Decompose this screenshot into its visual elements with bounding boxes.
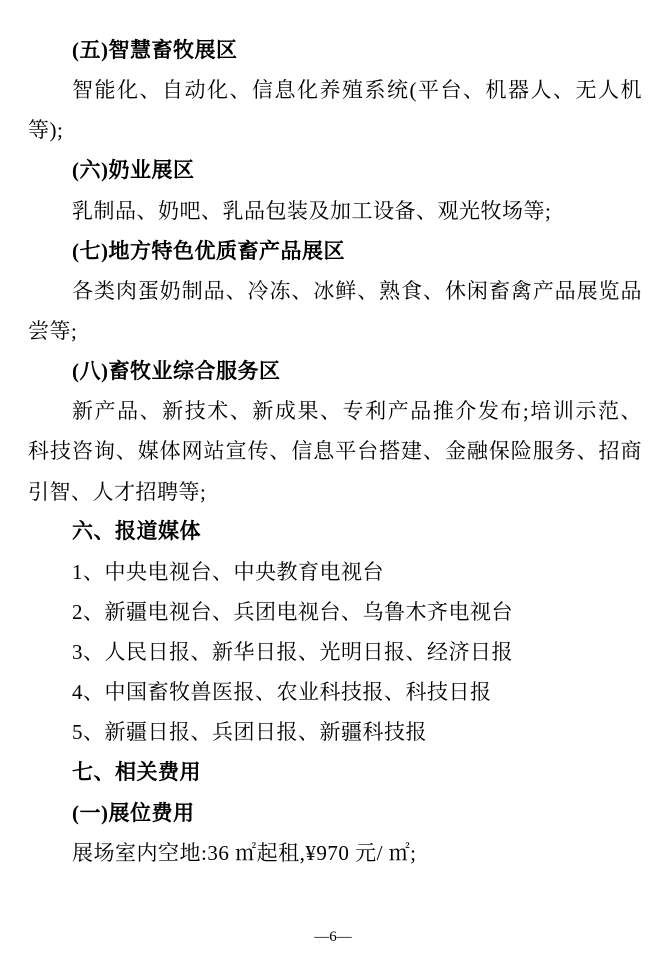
text-line: 5、新疆日报、兵团日报、新疆科技报 xyxy=(72,720,427,745)
heading-line: (五)智慧畜牧展区 xyxy=(72,38,238,62)
heading-line: (七)地方特色优质畜产品展区 xyxy=(72,238,345,263)
document-body xyxy=(28,30,642,873)
text-line: 智能化、自动化、信息化养殖系统(平台、机器人、无人机 xyxy=(72,78,642,103)
text-line: 乳制品、奶吧、乳品包装及加工设备、观光牧场等; xyxy=(72,198,552,223)
text-line: 3、人民日报、新华日报、光明日报、经济日报 xyxy=(72,640,513,665)
heading-line: (一)展位费用 xyxy=(72,800,195,825)
heading-line: (八)畜牧业综合服务区 xyxy=(72,359,281,384)
text-line: 尝等; xyxy=(28,318,78,343)
text-line: 科技咨询、媒体网站宣传、信息平台搭建、金融保险服务、招商 xyxy=(28,439,642,464)
heading-line: (六)奶业展区 xyxy=(72,158,195,183)
text-line: 各类肉蛋奶制品、冷冻、冰鲜、熟食、休闲畜禽产品展览品 xyxy=(72,278,642,303)
text-line: 新产品、新技术、新成果、专利产品推介发布;培训示范、 xyxy=(72,399,642,424)
text-line: 2、新疆电视台、兵团电视台、乌鲁木齐电视台 xyxy=(72,599,513,624)
text-line: 等); xyxy=(28,118,64,143)
text-line: 4、中国畜牧兽医报、农业科技报、科技日报 xyxy=(72,680,492,705)
heading-line: 六、报道媒体 xyxy=(72,519,201,543)
text-line: 引智、人才招聘等; xyxy=(28,479,207,504)
text-line: 1、中央电视台、中央教育电视台 xyxy=(72,559,384,584)
page-number: —6— xyxy=(314,929,352,945)
heading-line: 七、相关费用 xyxy=(72,760,201,784)
text-line: 展场室内空地:36 ㎡起租,¥970 元/ ㎡; xyxy=(72,840,417,865)
page-footer xyxy=(0,922,666,952)
